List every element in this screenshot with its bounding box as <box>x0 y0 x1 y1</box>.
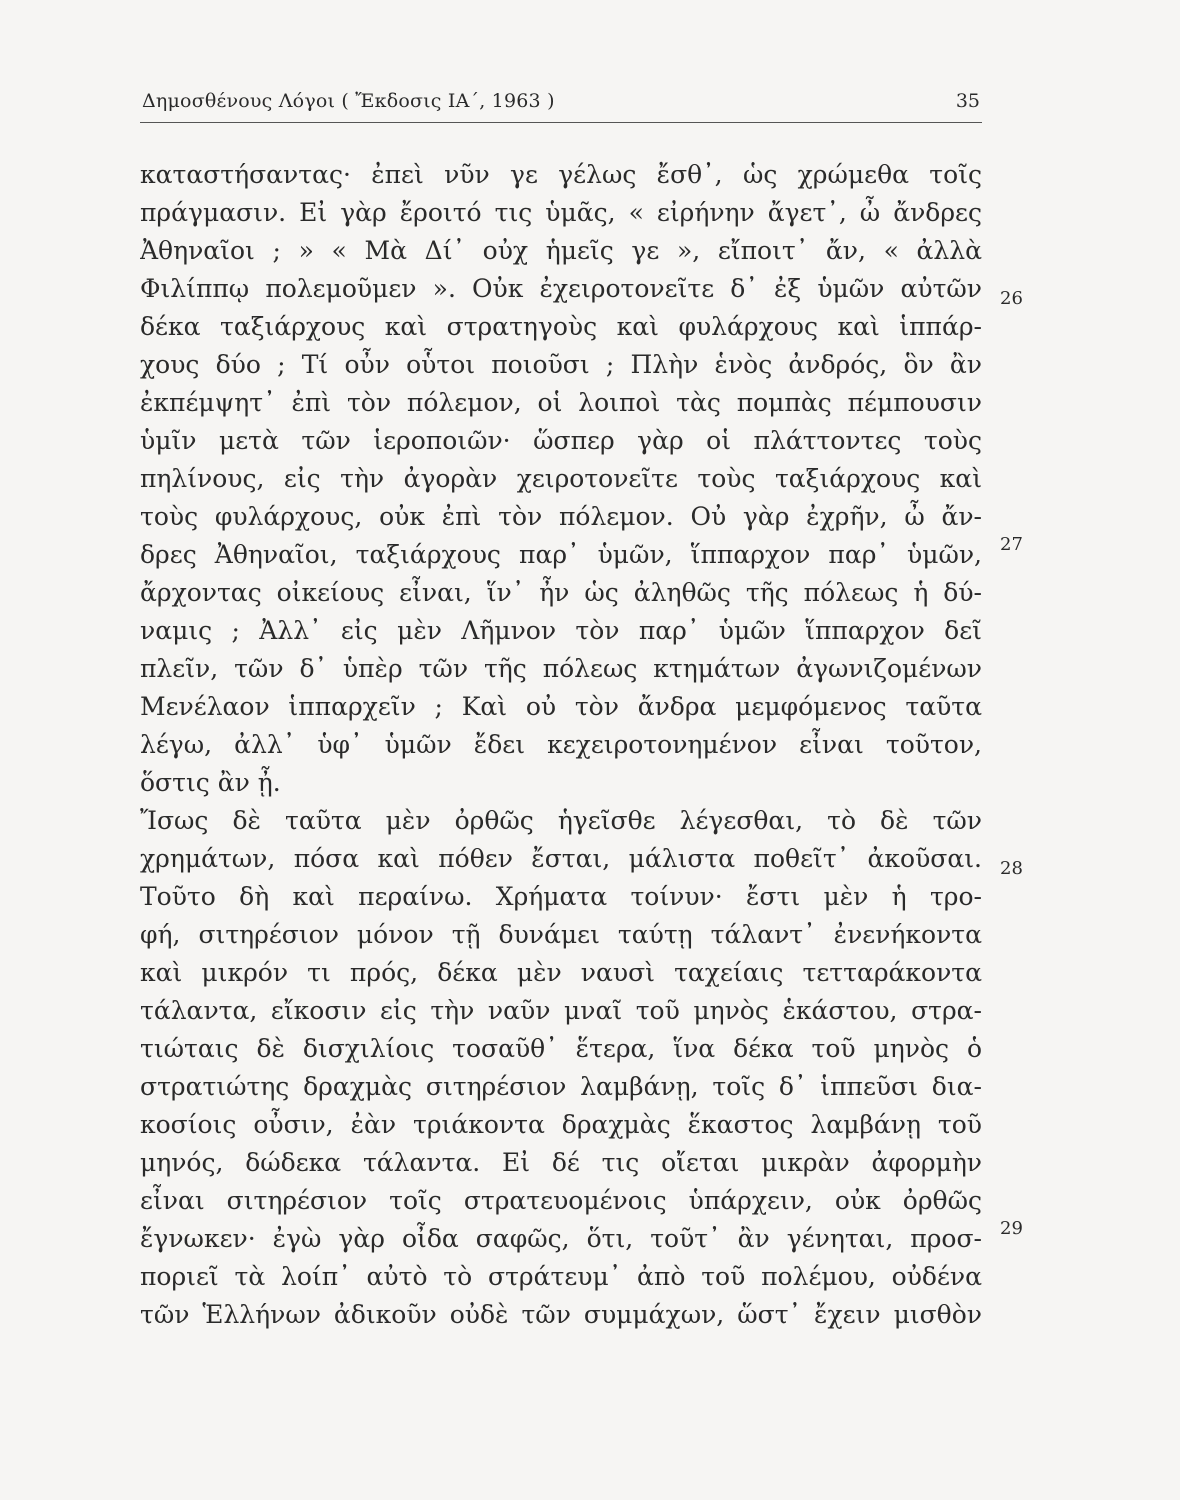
section-number: 27 <box>1000 534 1023 555</box>
text-line: χους δύο ; Τί οὖν οὗτοι ποιοῦσι ; Πλὴν ἑνὸς ἀνδρός, ὃν ἂν <box>140 350 982 379</box>
header-title: Δημοσθένους Λόγοι ( Ἔκδοσις ΙΑ΄, 1963 ) <box>142 90 555 112</box>
text-line: πλεῖν, τῶν δ᾽ ὑπὲρ τῶν τῆς πόλεως κτημάτων ἀγωνιζομένων <box>140 654 982 683</box>
text-line: Ἴσως δὲ ταῦτα μὲν ὀρθῶς ἡγεῖσθε λέγεσθαι, τὸ δὲ τῶν <box>140 806 982 835</box>
text-line: εἶναι σιτηρέσιον τοῖς στρατευομένοις ὑπάρχειν, οὐκ ὀρθῶς <box>140 1186 982 1215</box>
running-header <box>140 88 982 123</box>
section-number: 26 <box>1000 288 1023 309</box>
text-line: καὶ μικρόν τι πρός, δέκα μὲν ναυσὶ ταχείαις τετταράκοντα <box>140 958 982 987</box>
text-line: τάλαντα, εἴκοσιν εἰς τὴν ναῦν μναῖ τοῦ μηνὸς ἑκάστου, στρα- <box>140 996 982 1025</box>
text-line: κοσίοις οὖσιν, ἐὰν τριάκοντα δραχμὰς ἕκαστος λαμβάνῃ τοῦ <box>140 1110 982 1139</box>
text-line: χρημάτων, πόσα καὶ πόθεν ἔσται, μάλιστα ποθεῖτ᾽ ἀκοῦσαι. <box>140 844 982 873</box>
text-line: ἄρχοντας οἰκείους εἶναι, ἵν᾽ ἦν ὡς ἀληθῶς τῆς πόλεως ἡ δύ- <box>140 578 982 607</box>
text-line: ποριεῖ τὰ λοίπ᾽ αὐτὸ τὸ στράτευμ᾽ ἀπὸ τοῦ πολέμου, οὐδένα <box>140 1262 982 1291</box>
text-line: Μενέλαον ἱππαρχεῖν ; Καὶ οὐ τὸν ἄνδρα μεμφόμενος ταῦτα <box>140 692 982 721</box>
text-line: ὑμῖν μετὰ τῶν ἱεροποιῶν· ὥσπερ γὰρ οἱ πλάττοντες τοὺς <box>140 426 982 455</box>
text-line: τιώταις δὲ δισχιλίοις τοσαῦθ᾽ ἕτερα, ἵνα δέκα τοῦ μηνὸς ὁ <box>140 1034 982 1063</box>
text-line: πηλίνους, εἰς τὴν ἀγορὰν χειροτονεῖτε τοὺς ταξιάρχους καὶ <box>140 464 982 493</box>
text-line: τοὺς φυλάρχους, οὐκ ἐπὶ τὸν πόλεμον. Οὐ γὰρ ἐχρῆν, ὦ ἄν- <box>140 502 982 531</box>
text-line: λέγω, ἀλλ᾽ ὑφ᾽ ὑμῶν ἔδει κεχειροτονημένον εἶναι τοῦτον, <box>140 730 982 759</box>
text-line: δέκα ταξιάρχους καὶ στρατηγοὺς καὶ φυλάρχους καὶ ἱππάρ- <box>140 312 982 341</box>
text-line: φή, σιτηρέσιον μόνον τῇ δυνάμει ταύτῃ τάλαντ᾽ ἐνενήκοντα <box>140 920 982 949</box>
section-number: 29 <box>1000 1218 1023 1239</box>
section-number: 28 <box>1000 858 1023 879</box>
text-line: στρατιώτης δραχμὰς σιτηρέσιον λαμβάνῃ, τοῖς δ᾽ ἱππεῦσι δια- <box>140 1072 982 1101</box>
text-line: ναμις ; Ἀλλ᾽ εἰς μὲν Λῆμνον τὸν παρ᾽ ὑμῶν ἵππαρχον δεῖ <box>140 616 982 645</box>
text-line: ὅστις ἂν ᾖ. <box>140 768 281 797</box>
text-line: Ἀθηναῖοι ; » « Μὰ Δί᾽ οὐχ ἡμεῖς γε », εἴποιτ᾽ ἄν, « ἀλλὰ <box>140 236 982 265</box>
text-line: πράγμασιν. Εἰ γὰρ ἔροιτό τις ὑμᾶς, « εἰρήνην ἄγετ᾽, ὦ ἄνδρες <box>140 198 982 227</box>
text-line: καταστήσαντας· ἐπεὶ νῦν γε γέλως ἔσθ᾽, ὡς χρώμεθα τοῖς <box>140 160 982 189</box>
text-line: Φιλίππῳ πολεμοῦμεν ». Οὐκ ἐχειροτονεῖτε δ᾽ ἐξ ὑμῶν αὐτῶν <box>140 274 982 303</box>
text-line: τῶν Ἑλλήνων ἀδικοῦν οὐδὲ τῶν συμμάχων, ὥστ᾽ ἔχειν μισθὸν <box>140 1300 982 1329</box>
text-line: Τοῦτο δὴ καὶ περαίνω. Χρήματα τοίνυν· ἔστι μὲν ἡ τρο- <box>140 882 982 911</box>
page-number: 35 <box>955 90 980 112</box>
text-line: ἐκπέμψητ᾽ ἐπὶ τὸν πόλεμον, οἱ λοιποὶ τὰς πομπὰς πέμπουσιν <box>140 388 982 417</box>
text-line: δρες Ἀθηναῖοι, ταξιάρχους παρ᾽ ὑμῶν, ἵππαρχον παρ᾽ ὑμῶν, <box>140 540 982 569</box>
text-line: μηνός, δώδεκα τάλαντα. Εἰ δέ τις οἴεται μικρὰν ἀφορμὴν <box>140 1148 982 1177</box>
text-line: ἔγνωκεν· ἐγὼ γὰρ οἶδα σαφῶς, ὅτι, τοῦτ᾽ ἂν γένηται, προσ- <box>140 1224 982 1253</box>
